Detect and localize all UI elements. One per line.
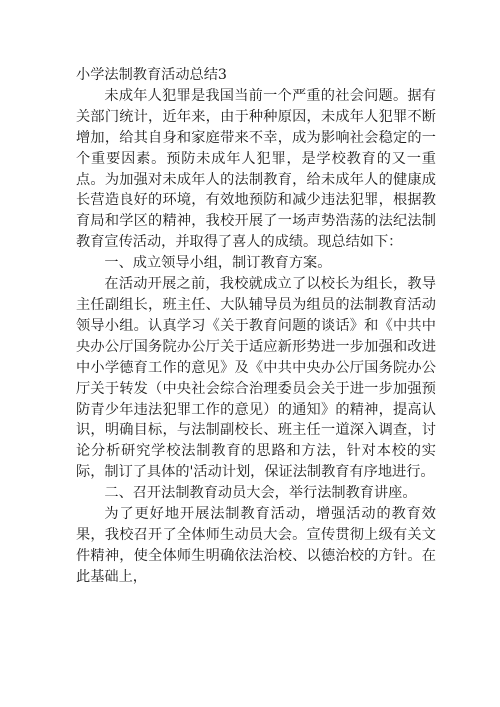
section-2-paragraph: 为了更好地开展法制教育活动，增强活动的教育效果，我校召开了全体师生动员大会。宣传贯彻上级有关文件精神，使全体师生明确依法治校、以德治校的方针。在此基础上， xyxy=(76,506,436,585)
intro-paragraph: 未成年人犯罪是我国当前一个严重的社会问题。据有关部门统计，近年来，由于种种原因，未成年人犯罪不断增加，给其自身和家庭带来不幸，成为影响社会稳定的一个重要因素。预防未成年人犯罪，是学校教育的又一重点。为加强对未成年人的法制教育，给未成年人的健康成长营造良好的环境，有效地预防和减少违法犯罪，根据教育局和学区的精神，我校开展了一场声势浩荡的法纪法制教育宣传活动，并取得了喜人的成绩。现总结如下： xyxy=(76,87,436,251)
document-body xyxy=(76,65,436,588)
section-heading-2: 二、召开法制教育动员大会，举行法制教育讲座。 xyxy=(104,485,417,502)
document-title: 小学法制教育活动总结3 xyxy=(76,67,227,83)
section-1-paragraph: 在活动开展之前，我校就成立了以校长为组长，教导主任副组长，班主任、大队辅导员为组员的法制教育活动领导小组。认真学习《关于教育问题的谈话》和《中共中央办公厅国务院办公厅关于适应新形势进一步加强和改进中小学德育工作的意见》及《中共中央办公厅国务院办公厅关于转发（中央社会综合治理委员会关于进一步加强预防青少年违法犯罪工作的意见）的通知》的精神，提高认识，明确目标，与法制副校长、班主任一道深入调查，讨论分析研究学校法制教育的思路和方法，针对本校的实际，制订了具体的'活动计划，保证法制教育有序地进行。 xyxy=(76,276,436,481)
section-heading-1: 一、成立领导小组，制订教育方案。 xyxy=(104,255,332,272)
